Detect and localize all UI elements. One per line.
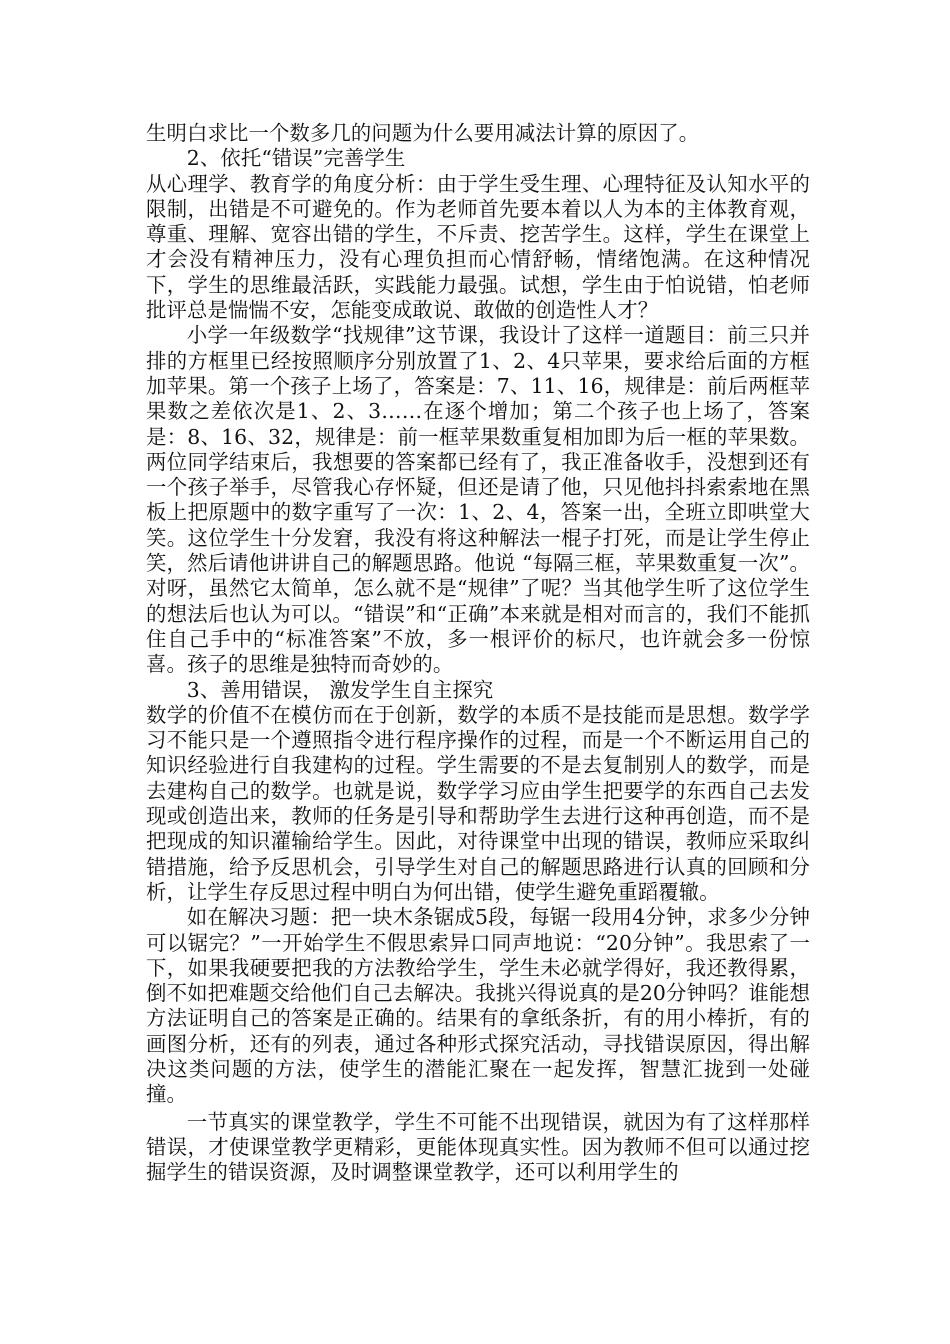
paragraph-psychology: 从心理学、教育学的角度分析：由于学生受生理、心理特征及认知水平的限制，出错是不可避免的。作为老师首先要本着以人为本的主体教育观，尊重、理解、宽容出错的学生，不斥责、挖苦学生。这样，学生在课堂上才会没有精神压力，没有心理负担而心情舒畅，情绪饱满。在这种情况下，学生的思维最活跃，实践能力最强。试想，学生由于怕说错，怕老师批评总是惴惴不安，怎能变成敢说、敢做的创造性人才？ bbox=[146, 171, 810, 323]
paragraph-real-classroom: 一节真实的课堂教学，学生不可能不出现错误，就因为有了这样那样错误，才使课堂教学更精彩，更能体现真实性。因为教师不但可以通过挖掘学生的错误资源，及时调整课堂教学，还可以利用学生的 bbox=[146, 1109, 810, 1185]
section-heading-2: 2、依托“错误”完善学生 bbox=[186, 146, 406, 171]
paragraph-math-value: 数学的价值不在模仿而在于创新，数学的本质不是技能而是思想。数学学习不能只是一个遵照指令进行程序操作的过程，而是一个不断运用自己的知识经验进行自我建构的过程。学生需要的不是去复制别人的数学，而是去建构自己的数学。也就是说，数学学习应由学生把要学的东西自己去发现或创造出来，教师的任务是引导和帮助学生去进行这种再创造，而不是把现成的知识灌输给学生。因此，对待课堂中出现的错误，教师应采取纠错措施，给予反思机会，引导学生对自己的解题思路进行认真的回顾和分析，让学生存反思过程中明白为何出错，使学生避免重蹈覆辙。 bbox=[146, 702, 810, 904]
paragraph-continuation: 生明白求比一个数多几的问题为什么要用减法计算的原因了。 bbox=[146, 121, 700, 145]
paragraph-find-pattern-example: 小学一年级数学“找规律”这节课，我设计了这样一道题目：前三只并排的方框里已经按照顺序分别放置了1、2、4只苹果，要求给后面的方框加苹果。第一个孩子上场了，答案是：7、11、16，规律是：前后两框苹果数之差依次是1、2、3……在逐个增加；第二个孩子也上场了，答案是：8、16、32，规律是：前一框苹果数重复相加即为后一框的苹果数。两位同学结束后，我想要的答案都已经有了，我正准备收手，没想到还有一个孩子举手，尽管我心存怀疑，但还是请了他，只见他抖抖索索地在黑板上把原题中的数字重写了一次：1、2、4，答案一出，全班立即哄堂大笑。这位学生十分发窘，我没有将这种解法一棍子打死，而是让学生停止笑，然后请他讲讲自己的解题思路。他说 “每隔三框，苹果数重复一次”。对呀，虽然它太简单，怎么就不是“规律”了呢？当其他学生听了这位学生的想法后也认为可以。“错误”和“正确”本来就是相对而言的，我们不能抓住自己手中的“标准答案”不放，多一根评价的标尺，也许就会多一份惊喜。孩子的思维是独特而奇妙的。 bbox=[146, 323, 810, 677]
document-body bbox=[146, 121, 810, 1185]
paragraph-sawing-example: 如在解决习题：把一块木条锯成5段，每锯一段用4分钟，求多少分钟可以锯完？”一开始学生不假思索异口同声地说：“20分钟”。我思索了一下，如果我硬要把我的方法教给学生，学生未必就学得好，我还教得累，倒不如把难题交给他们自己去解决。我挑兴得说真的是20分钟吗？谁能想方法证明自己的答案是正确的。结果有的拿纸条折，有的用小棒折，有的画图分析，还有的列表，通过各种形式探究活动，寻找错误原因，得出解决这类问题的方法，使学生的潜能汇聚在一起发挥，智慧汇拢到一处碰撞。 bbox=[146, 905, 810, 1107]
section-heading-3: 3、善用错误， 激发学生自主探究 bbox=[186, 677, 494, 702]
